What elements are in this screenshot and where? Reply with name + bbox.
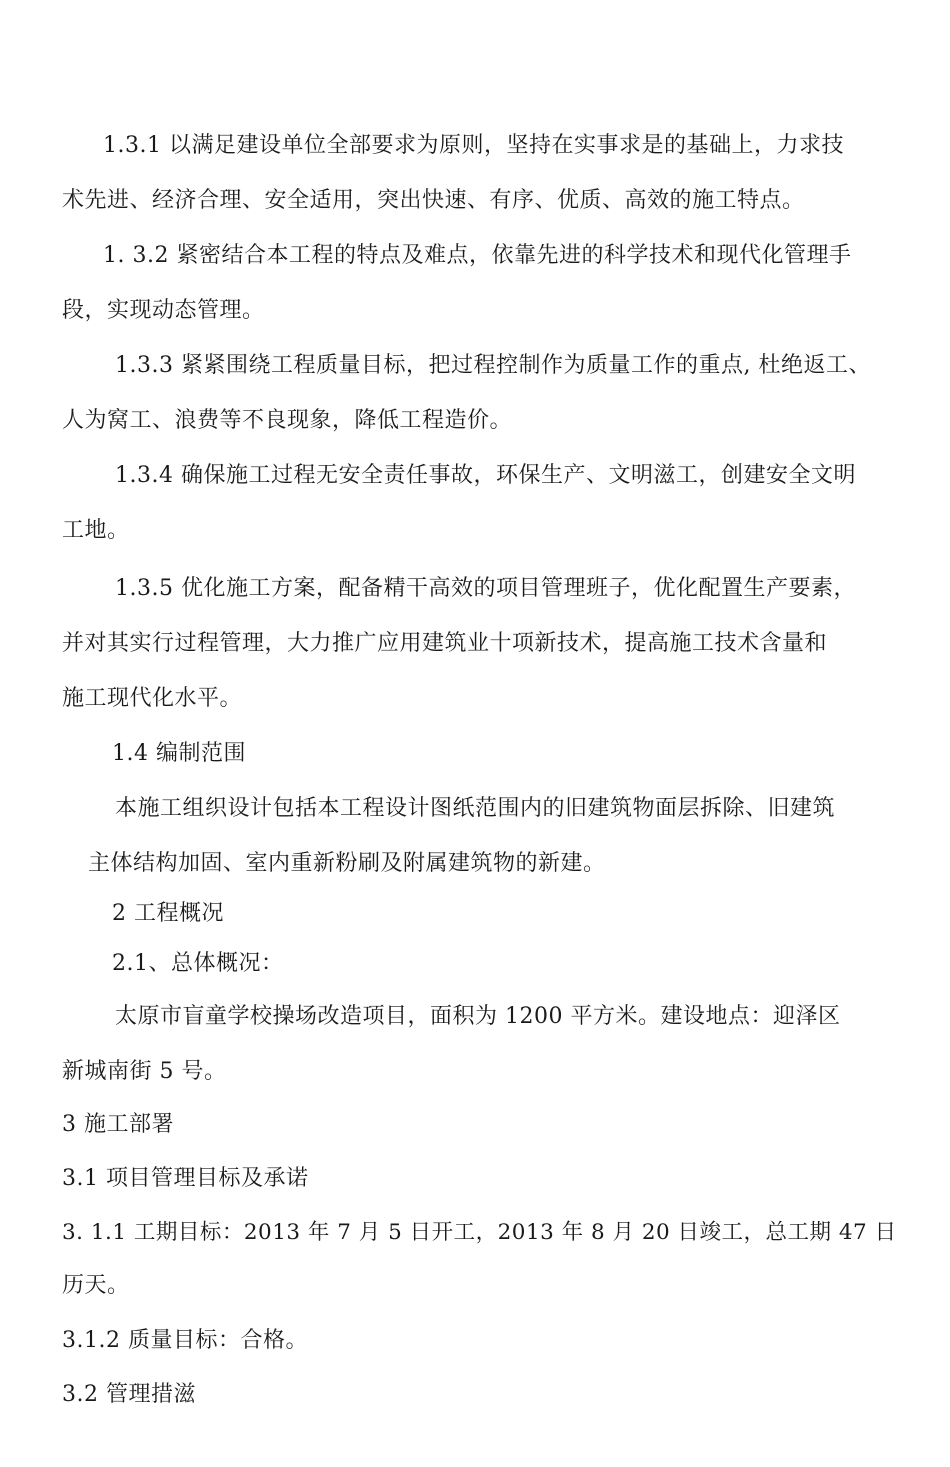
para-1-3-2-line-1: 1. 3.2 紧密结合本工程的特点及难点，依靠先进的科学技术和现代化管理手 [103,243,852,268]
para-1-3-4-line-1: 1.3.4 确保施工过程无安全责任事故，环保生产、文明滋工，创建安全文明 [115,463,856,488]
para-1-3-1-line-1: 1.3.1 以满足建设单位全部要求为原则，坚持在实事求是的基础上，力求技 [103,133,844,158]
heading-2-1: 2.1、总体概况： [112,951,284,976]
para-1-3-5-line-3: 施工现代化水平。 [62,686,243,711]
para-scope-line-2: 主体结构加固、室内重新粉刷及附属建筑物的新建。 [88,851,606,876]
para-overview-line-1: 太原市盲童学校操场改造项目，面积为 1200 平方米。建设地点：迎泽区 [115,1004,841,1029]
para-1-3-1-line-2: 术先进、经济合理、安全适用，突出快速、有序、优质、高效的施工特点。 [62,188,805,213]
para-1-3-2-line-2: 段，实现动态管理。 [62,298,265,323]
para-scope-line-1: 本施工组织设计包括本工程设计图纸范围内的旧建筑物面层拆除、旧建筑 [115,796,836,821]
para-3-1-2: 3.1.2 质量目标：合格。 [62,1328,308,1353]
para-3-1-1-line-2: 历天。 [62,1273,130,1298]
para-1-3-3-line-1: 1.3.3 紧紧围绕工程质量目标，把过程控制作为质量工作的重点, 杜绝返工、 [115,353,871,378]
para-overview-line-2: 新城南街 5 号。 [62,1059,227,1084]
para-1-3-3-line-2: 人为窝工、浪费等不良现象，降低工程造价。 [62,408,513,433]
heading-1-4: 1.4 编制范围 [112,741,246,766]
heading-2: 2 工程概况 [112,901,224,926]
heading-3-2: 3.2 管理措滋 [62,1382,196,1407]
para-3-1-1-line-1: 3. 1.1 工期目标：2013 年 7 月 5 日开工，2013 年 8 月 20 日竣工，总工期 47 日 [62,1220,897,1245]
heading-3: 3 施工部署 [62,1112,174,1137]
para-1-3-4-line-2: 工地。 [62,518,130,543]
para-1-3-5-line-1: 1.3.5 优化施工方案，配备精干高效的项目管理班子，优化配置生产要素， [115,576,856,601]
heading-3-1: 3.1 项目管理目标及承诺 [62,1166,309,1191]
para-1-3-5-line-2: 并对其实行过程管理，大力推广应用建筑业十项新技术，提高施工技术含量和 [62,631,828,656]
